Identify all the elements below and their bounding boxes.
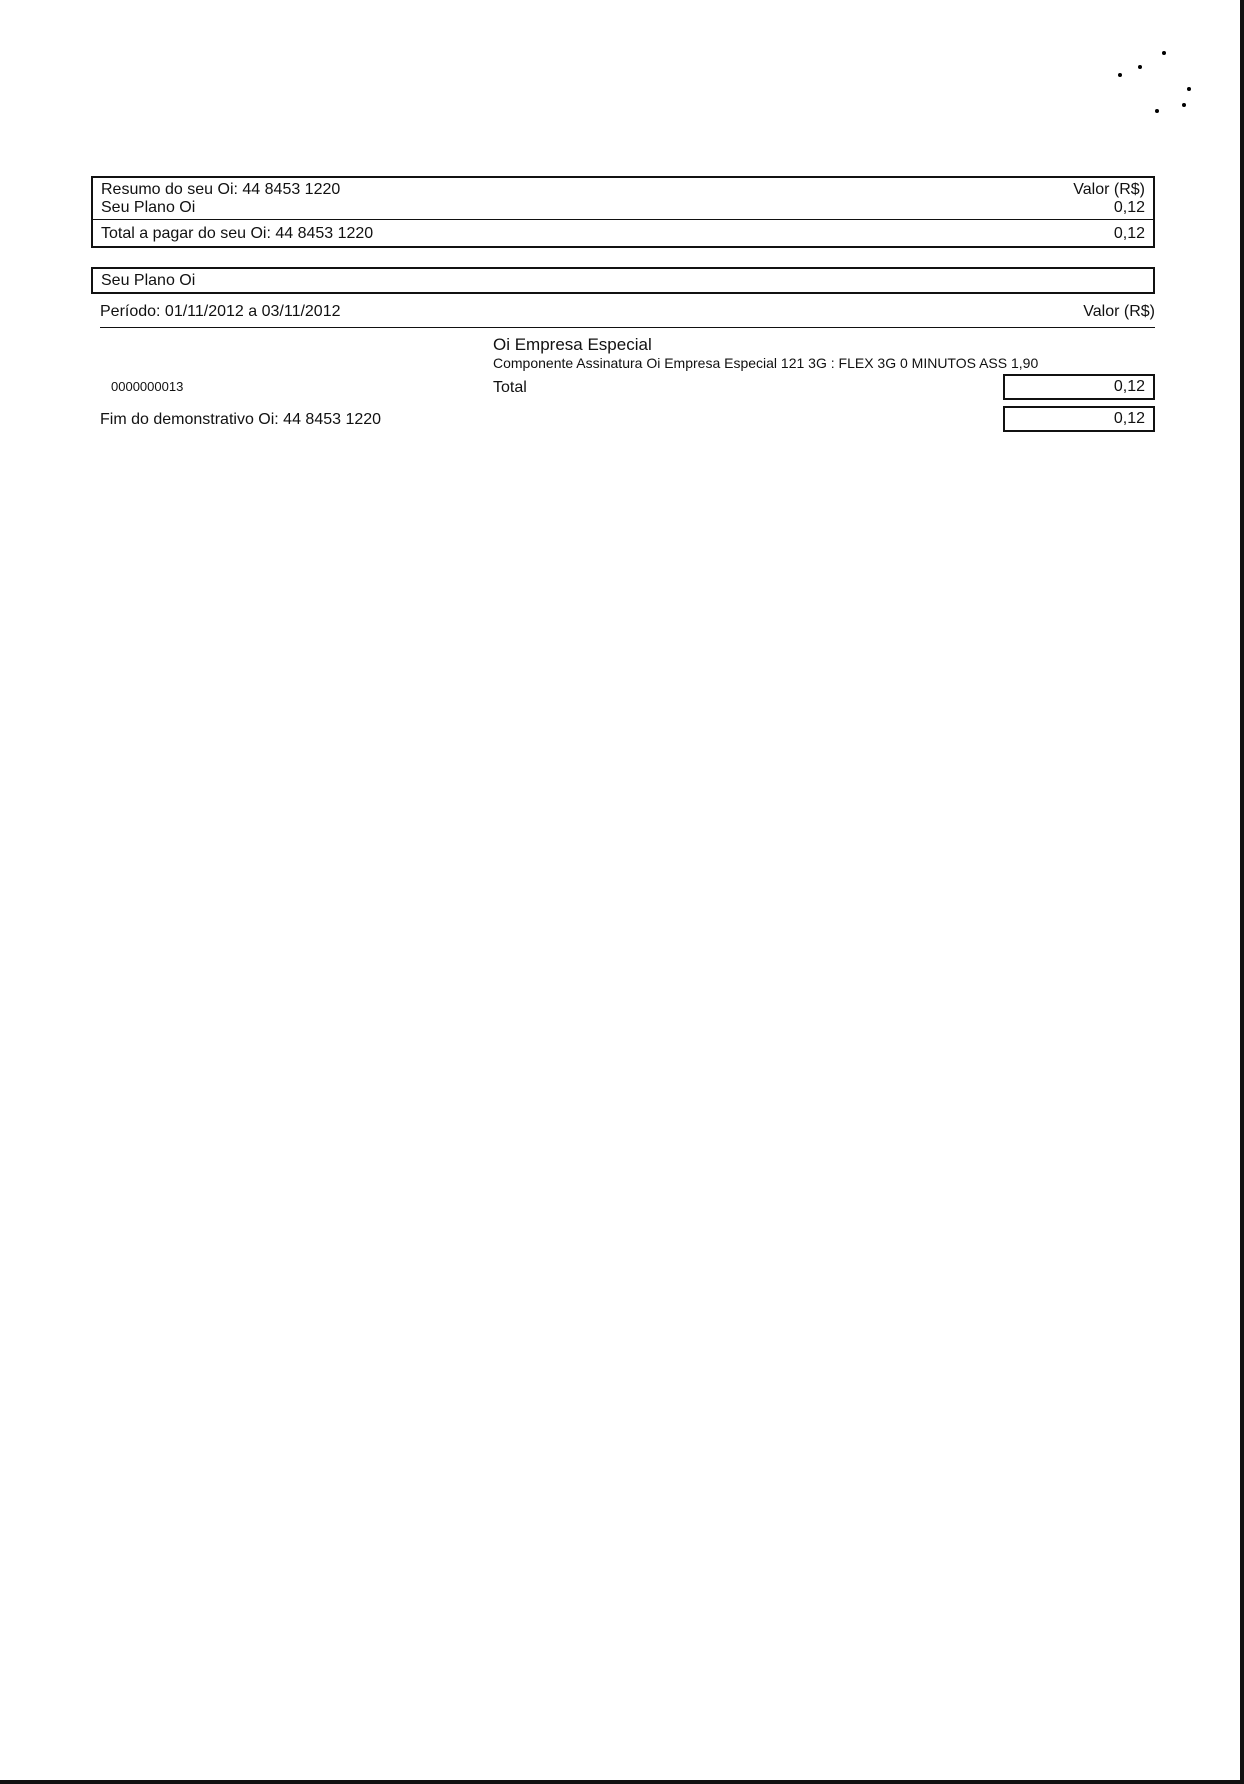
summary-plan-label: Seu Plano Oi xyxy=(101,199,196,216)
scan-dot xyxy=(1155,109,1159,113)
plan-section-header xyxy=(91,267,1155,294)
scan-dot xyxy=(1138,65,1142,69)
scan-dot xyxy=(1187,87,1191,91)
plan-code: 0000000013 xyxy=(111,379,184,394)
end-of-statement-value: 0,12 xyxy=(1003,406,1155,432)
plan-component: Componente Assinatura Oi Empresa Especial 121 3G : FLEX 3G 0 MINUTOS ASS 1,90 xyxy=(493,355,1039,371)
period-label: Período: 01/11/2012 a 03/11/2012 xyxy=(100,303,341,320)
summary-value-header: Valor (R$) xyxy=(1073,181,1145,198)
summary-total-value: 0,12 xyxy=(1113,225,1145,242)
summary-box xyxy=(91,176,1155,248)
plan-section-title: Seu Plano Oi xyxy=(101,272,196,289)
plan-total-value: 0,12 xyxy=(1003,374,1155,400)
summary-title: Resumo do seu Oi: 44 8453 1220 xyxy=(101,181,341,198)
plan-total-label: Total xyxy=(493,379,527,396)
scan-marks xyxy=(1080,45,1200,125)
summary-plan-value: 0,12 xyxy=(1113,199,1145,216)
end-of-statement-label: Fim do demonstrativo Oi: 44 8453 1220 xyxy=(100,411,382,428)
period-rule xyxy=(100,327,1155,328)
scan-dot xyxy=(1182,103,1186,107)
summary-divider xyxy=(93,219,1153,220)
period-row xyxy=(100,303,1155,321)
scan-dot xyxy=(1118,73,1122,77)
scan-dot xyxy=(1162,51,1166,55)
period-value-header: Valor (R$) xyxy=(1083,303,1155,320)
plan-name: Oi Empresa Especial xyxy=(493,335,652,354)
summary-total-label: Total a pagar do seu Oi: 44 8453 1220 xyxy=(101,225,374,242)
